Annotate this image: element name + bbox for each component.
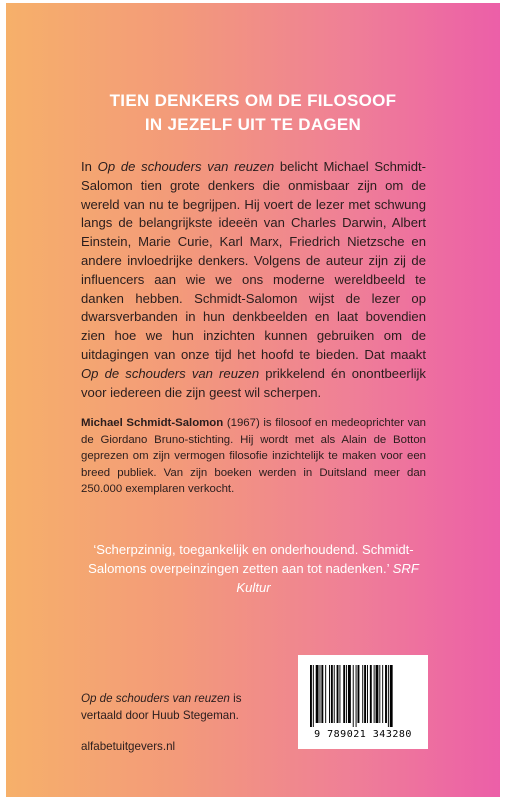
barcode-bar bbox=[348, 665, 351, 723]
barcode-bar bbox=[310, 665, 312, 727]
barcode-bar bbox=[329, 665, 330, 723]
barcode-bar bbox=[331, 665, 333, 723]
barcode-bar bbox=[334, 665, 335, 723]
book-title-italic: Op de schouders van reuzen bbox=[97, 159, 275, 174]
barcode-bar bbox=[343, 665, 345, 723]
translator-book-title: Op de schouders van reuzen bbox=[81, 692, 230, 705]
barcode-bar bbox=[379, 665, 380, 723]
barcode-bar bbox=[325, 665, 326, 723]
author-name: Michael Schmidt-Salomon bbox=[81, 417, 224, 429]
barcode-bar bbox=[316, 665, 319, 723]
barcode-bar bbox=[346, 665, 347, 723]
barcode-bar bbox=[367, 665, 368, 723]
book-title-italic: Op de schouders van reuzen bbox=[81, 365, 260, 381]
barcode-bar bbox=[313, 665, 314, 727]
publisher-website: alfabetuitgevers.nl bbox=[81, 740, 176, 753]
blurb-text-2: belicht Michael Schmidt-Salomon tien grote denkers die onmisbaar zijn om de wereld van nu te begrijpen. Hij voert de lezer met schwung langs de belangrijkste ideeën van Charles Darwin, Albert Einstein, Marie Curie, Karl Marx, Friedrich Nietzsche en andere invloedrijke denkers. Volgens de auteur zijn zij de influencers aan wie we ons moderne wereldbeeld te danken hebben. Schmidt-Salomon wijst de lezer op dwarsverbanden in hun denkbeelden en laat bovendien zien hoe we hun inzichten kunnen gebruiken om de uitdagingen van onze tijd het hoofd te bieden. Dat maakt bbox=[81, 159, 426, 362]
barcode-bar bbox=[320, 665, 321, 723]
translator-text: is vertaald door Huub Stegeman. bbox=[81, 692, 242, 722]
barcode-bar bbox=[356, 665, 357, 727]
blurb-paragraph bbox=[81, 158, 426, 402]
quote-text: ‘Scherpzinnig, toegankelijk en onderhoudend. Schmidt-Salomons overpeinzingen zetten aan tot nadenken.’ bbox=[88, 542, 414, 576]
barcode-bar bbox=[370, 665, 372, 723]
headline bbox=[6, 89, 500, 137]
blurb-text-1: In bbox=[81, 159, 98, 174]
barcode-bar bbox=[353, 665, 354, 727]
headline-line-2: IN JEZELF UIT TE DAGEN bbox=[144, 115, 362, 134]
barcode-bar bbox=[321, 665, 323, 723]
quote-source: SRF Kultur bbox=[236, 560, 419, 595]
barcode-bar bbox=[382, 665, 383, 723]
barcode-bar bbox=[358, 665, 360, 723]
isbn-barcode bbox=[298, 655, 428, 749]
barcode-bar bbox=[364, 665, 366, 723]
headline-line-1: TIEN DENKERS OM DE FILOSOOF bbox=[109, 91, 397, 110]
review-quote bbox=[81, 541, 426, 597]
isbn-number: 9 789021 343280 bbox=[314, 729, 412, 740]
barcode-bar bbox=[385, 665, 387, 723]
translator-note bbox=[81, 690, 281, 724]
author-bio-text: (1967) is filosoof en medeoprichter van de Giordano Bruno-stichting. Hij wordt met als Alain de Botton geprezen om zijn vermogen filosofie inzichtelijk te maken voor een breed publiek. Van zijn boeken werden in Duitsland meer dan 250.000 exemplaren verkocht. bbox=[81, 417, 427, 496]
barcode-bar bbox=[388, 665, 389, 727]
barcode-bar bbox=[376, 665, 379, 723]
barcode-bar bbox=[337, 665, 339, 723]
barcode-graphic bbox=[310, 665, 416, 727]
barcode-bar bbox=[374, 665, 375, 723]
barcode-bar bbox=[339, 665, 340, 723]
author-bio bbox=[81, 415, 426, 498]
book-back-cover bbox=[6, 3, 500, 797]
barcode-bar bbox=[390, 665, 393, 727]
barcode-bar bbox=[362, 665, 363, 723]
blurb-text-3: prikkelend én onontbeerlijk voor iedereen die zijn geest wil scherpen. bbox=[81, 365, 426, 400]
